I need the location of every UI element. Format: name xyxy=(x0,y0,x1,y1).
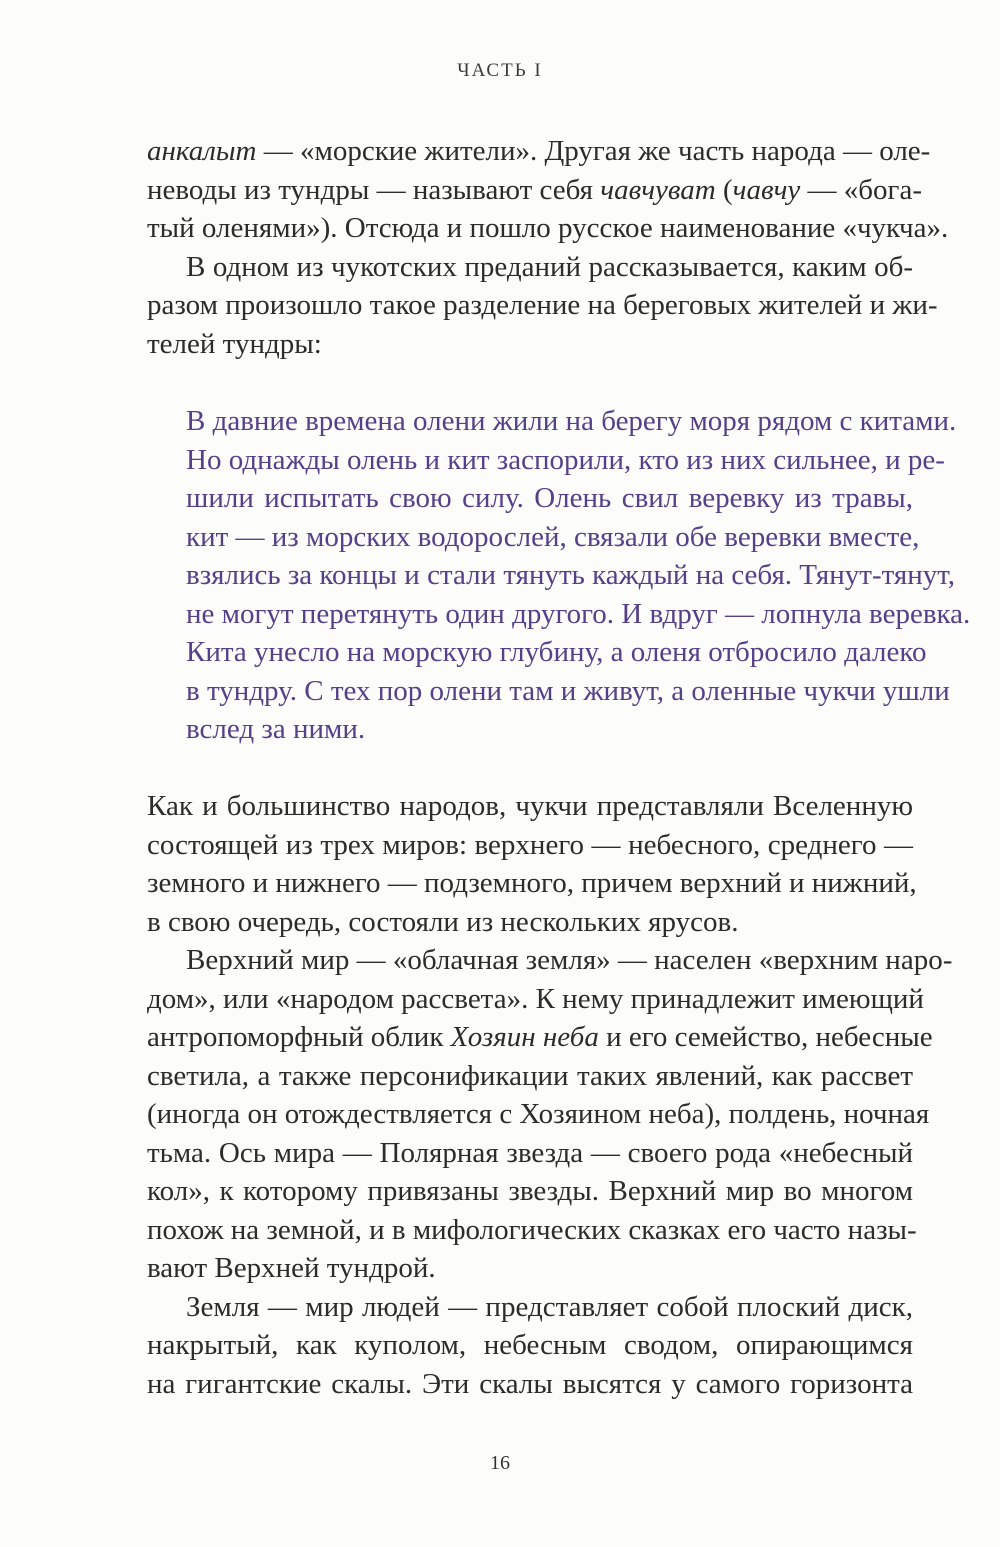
cosmology-text-block xyxy=(147,787,953,1403)
term-master-of-sky: Хозяин неба xyxy=(450,1021,599,1053)
text-line: Как и большинство народов, чукчи представляли Вселенную xyxy=(147,790,913,822)
text-line xyxy=(147,132,931,171)
quote-line: В давние времена олени жили на берегу моря рядом с китами. xyxy=(186,405,957,437)
text-fragment: и его семейство, небесные xyxy=(598,1021,933,1053)
text-line: в свою очередь, состояли из нескольких ярусов. xyxy=(147,905,739,938)
term-ankalyt: анкалыт xyxy=(147,135,257,167)
text-line: телей тундры: xyxy=(147,327,322,360)
text-line: разом произошло такое разделение на береговых жителей и жи- xyxy=(147,289,938,321)
term-chavchuvat: чавчуват xyxy=(600,173,716,206)
text-line: Земля — мир людей — представляет собой плоский диск, xyxy=(186,1290,913,1323)
text-line: накрытый, как куполом, небесным сводом, опирающимся xyxy=(147,1329,913,1361)
text-line xyxy=(147,171,922,210)
text-line xyxy=(147,1018,933,1057)
text-line: светила, а также персонификации таких явлений, как рассвет xyxy=(147,1059,913,1092)
text-line: тый оленями»). Отсюда и пошло русское наименование «чукча». xyxy=(147,212,949,244)
quote-line: не могут перетянуть один другого. И вдруг — лопнула веревка. xyxy=(186,597,971,630)
text-line: тьма. Ось мира — Полярная звезда — своего рода «небесный xyxy=(147,1136,913,1169)
quote-line: кит — из морских водорослей, связали обе веревки вместе, xyxy=(186,520,920,553)
text-fragment: — «морские жители». Другая же часть народа — оле- xyxy=(256,135,931,167)
text-line: похож на земной, и в мифологических сказках его часто назы- xyxy=(147,1213,917,1246)
running-head: ЧАСТЬ I xyxy=(457,60,543,81)
quote-line: Кита унесло на морскую глубину, а оленя отбросило далеко xyxy=(186,636,927,668)
quote-line: взялись за концы и стали тянуть каждый на себя. Тянут-тянут, xyxy=(186,559,955,591)
text-line: на гигантские скалы. Эти скалы высятся у самого горизонта xyxy=(147,1367,913,1400)
text-line: дом», или «народом рассвета». К нему принадлежит имеющий xyxy=(147,982,924,1015)
text-line: Верхний мир — «облачная земля» — населен «верхним наро- xyxy=(186,944,953,976)
quote-line: в тундру. С тех пор олени там и живут, а оленные чукчи ушли xyxy=(186,674,950,707)
intro-text-block xyxy=(147,132,949,363)
text-line: вают Верхней тундрой. xyxy=(147,1252,436,1284)
text-line: (иногда он отождествляется с Хозяином неба), полдень, ночная xyxy=(147,1098,930,1130)
text-line: кол», к которому привязаны звезды. Верхний мир во многом xyxy=(147,1175,913,1207)
legend-quote xyxy=(186,402,971,749)
quote-line: Но однажды олень и кит заспорили, кто из них сильнее, и ре- xyxy=(186,443,945,476)
term-chavchu: чавчу xyxy=(732,173,801,206)
page-number: 16 xyxy=(490,1452,510,1474)
text-fragment: антропоморфный облик xyxy=(147,1021,451,1053)
quote-line: вслед за ними. xyxy=(186,713,366,745)
text-line: земного и нижнего — подземного, причем верхний и нижний, xyxy=(147,867,917,899)
quote-line: шили испытать свою силу. Олень свил веревку из травы, xyxy=(186,482,913,514)
text-fragment: ( xyxy=(715,173,733,206)
text-line: состоящей из трех миров: верхнего — небесного, среднего — xyxy=(147,828,913,861)
text-fragment: неводы из тундры — называют себя xyxy=(147,173,601,206)
text-line: В одном из чукотских преданий рассказывается, каким об- xyxy=(186,250,913,283)
text-fragment: — «бога- xyxy=(800,173,922,206)
